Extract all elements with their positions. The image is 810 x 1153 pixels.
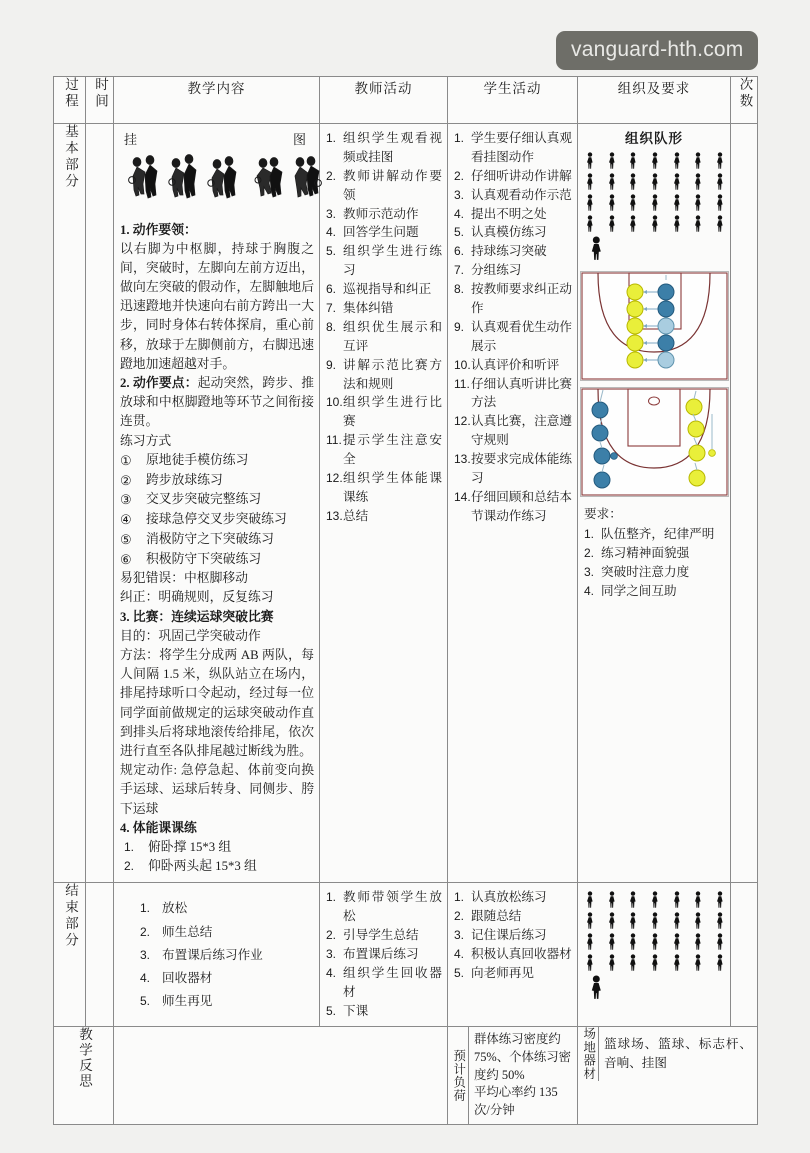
teacher-position-row bbox=[586, 975, 724, 1004]
student-figure-icon bbox=[608, 173, 616, 190]
content-section2 bbox=[120, 374, 314, 432]
list-item: 8. 按教师要求纠正动作 bbox=[454, 282, 572, 316]
student-figure-icon bbox=[651, 152, 659, 169]
load-label: 预计负荷 bbox=[451, 1048, 466, 1103]
basketball-technique-illustration bbox=[126, 152, 331, 218]
end-section-row bbox=[54, 883, 758, 1027]
list-item: 5. 向老师再见 bbox=[454, 965, 534, 980]
student-figure-icon bbox=[673, 173, 681, 190]
formation-row bbox=[586, 912, 724, 929]
student-figure-icon bbox=[651, 891, 659, 908]
fitness-list bbox=[120, 838, 314, 876]
list-item: 3. 教师示范动作 bbox=[326, 206, 419, 221]
list-item: ⑤ 消极防守之下突破练习 bbox=[120, 531, 274, 547]
list-item: 2. 仔细听讲动作讲解 bbox=[454, 168, 572, 183]
list-item: ③ 交叉步突破完整练习 bbox=[120, 492, 262, 508]
student-figure-icon bbox=[586, 933, 594, 950]
section1-title: 1. 动作要领： bbox=[120, 222, 197, 237]
student-figure-icon bbox=[673, 215, 681, 232]
student-figure-icon bbox=[694, 152, 702, 169]
list-item: 1. 放松 bbox=[140, 901, 188, 916]
practice-method-list bbox=[120, 451, 314, 570]
student-figure-icon bbox=[586, 152, 594, 169]
requirements-title: 要求： bbox=[584, 507, 622, 521]
purpose-line: 目的：巩固己学突破动作 bbox=[120, 628, 261, 643]
poster-labels bbox=[120, 129, 314, 150]
list-item: 4. 提出不明之处 bbox=[454, 206, 547, 221]
student-figure-icon bbox=[651, 194, 659, 211]
student-figure-icon bbox=[629, 933, 637, 950]
list-item: 12. 认真比赛，注意遵守规则 bbox=[454, 414, 572, 448]
end-teacher-activity-cell bbox=[320, 883, 448, 1027]
student-figure-icon bbox=[629, 194, 637, 211]
list-item: 1. 教师带领学生放松 bbox=[326, 890, 442, 924]
list-item: 3. 认真观看动作示范 bbox=[454, 187, 572, 202]
formation-row bbox=[586, 194, 724, 211]
student-figure-icon bbox=[716, 194, 724, 211]
student-figure-icon bbox=[694, 173, 702, 190]
list-item: 2. 引导学生总结 bbox=[326, 928, 419, 943]
student-figure-icon bbox=[629, 152, 637, 169]
list-item: 2. 跟随总结 bbox=[454, 909, 522, 924]
end-teacher-activity-list bbox=[326, 888, 442, 1020]
student-figure-icon bbox=[673, 194, 681, 211]
list-item: 3. 突破时注意力度 bbox=[584, 564, 690, 579]
student-figure-icon bbox=[694, 933, 702, 950]
list-item: 4. 回答学生问题 bbox=[326, 225, 419, 240]
end-process-label-cell bbox=[54, 883, 86, 1027]
list-item: 3. 布置课后练习作业 bbox=[140, 947, 263, 962]
reflection-row bbox=[54, 1027, 758, 1124]
section3-title: 3. 比赛：连续运球突破比赛 bbox=[120, 609, 274, 624]
end-count bbox=[731, 883, 757, 894]
student-figure-icon bbox=[608, 194, 616, 211]
list-item: 8. 组织优生展示和互评 bbox=[326, 319, 442, 353]
main-organization-cell bbox=[578, 124, 731, 883]
load-text-1: 群体练习密度约 75%、个体练习密度约 50% bbox=[474, 1032, 572, 1082]
student-figure-icon bbox=[586, 954, 594, 971]
court-diagram-2 bbox=[580, 387, 729, 497]
student-figure-icon bbox=[608, 933, 616, 950]
formation-row bbox=[586, 152, 724, 169]
student-figure-icon bbox=[673, 912, 681, 929]
student-figure-icon bbox=[694, 912, 702, 929]
main-process-label: 基本部分 bbox=[62, 124, 78, 190]
header-organization: 组织及要求 bbox=[578, 77, 731, 124]
poster-label-left: 挂 bbox=[124, 132, 138, 147]
section1-text: 以右脚为中枢脚，持球于胸腹之间，突破时，左脚向左前方迈出，做向左突破的假动作，左脚触地后迅速蹬地并快速向右前方跨出一大步，同时身体右转体探肩，重心前移，放球于左脚侧前方，右脚迅速蹬地加速超越对手。 bbox=[120, 241, 314, 371]
method-line: 方法：将学生分成两 AB 两队，每人间隔 1.5 米，纵队站立在场内，排尾持球听口令起动，经过每一位同学面前做规定的运球突破动作直到排头后将球地滚传给排尾，依次进行直至各队排尾越过断线为胜。 bbox=[120, 648, 314, 758]
list-item: 2. 师生总结 bbox=[140, 924, 213, 939]
common-error-line: 易犯错误：中枢脚移动 bbox=[120, 571, 248, 586]
student-figure-icon bbox=[673, 891, 681, 908]
teacher-position-row bbox=[586, 236, 724, 265]
header-student-activity: 学生活动 bbox=[448, 77, 578, 124]
student-figure-icon bbox=[673, 933, 681, 950]
student-figure-icon bbox=[673, 152, 681, 169]
main-teacher-activity-cell bbox=[320, 124, 448, 883]
student-figure-icon bbox=[586, 194, 594, 211]
main-time-cell bbox=[86, 124, 114, 883]
list-item: 5. 组织学生进行练习 bbox=[326, 244, 442, 278]
student-figure-icon bbox=[608, 891, 616, 908]
student-figure-icon bbox=[651, 173, 659, 190]
student-figure-icon bbox=[651, 215, 659, 232]
list-item: 12. 组织学生体能课课练 bbox=[326, 471, 442, 504]
student-figure-icon bbox=[694, 891, 702, 908]
student-figure-icon bbox=[586, 215, 594, 232]
equipment-label: 场地器材 bbox=[581, 1027, 596, 1082]
list-item: ⑥ 积极防守下突破练习 bbox=[120, 551, 262, 567]
list-item: 13. 总结 bbox=[326, 508, 369, 523]
list-item: 9. 讲解示范比赛方法和规则 bbox=[326, 357, 442, 391]
list-item: 1. 组织学生观看视频或挂图 bbox=[326, 131, 442, 164]
list-item: 10. 认真评价和听评 bbox=[454, 357, 560, 372]
formation-row bbox=[586, 933, 724, 950]
student-figure-icon bbox=[629, 173, 637, 190]
main-section-row bbox=[54, 124, 758, 883]
formation-row bbox=[586, 215, 724, 232]
formation-row bbox=[586, 173, 724, 190]
student-figure-icon bbox=[586, 891, 594, 908]
list-item: ④ 接球急停交叉步突破练习 bbox=[120, 512, 287, 527]
list-item: 5. 下课 bbox=[326, 1003, 369, 1018]
list-item: 6. 持球练习突破 bbox=[454, 244, 547, 259]
end-formation-figures bbox=[578, 883, 730, 1004]
list-item: 13. 按要求完成体能练习 bbox=[454, 452, 572, 486]
student-figure-icon bbox=[694, 215, 702, 232]
list-item: 7. 集体纠错 bbox=[326, 301, 394, 316]
teacher-figure-icon bbox=[590, 975, 603, 999]
student-figure-icon bbox=[608, 152, 616, 169]
list-item: 5. 认真模仿练习 bbox=[454, 225, 547, 240]
header-count: 次数 bbox=[731, 77, 758, 124]
student-figure-icon bbox=[716, 933, 724, 950]
student-figure-icon bbox=[608, 215, 616, 232]
end-organization-cell bbox=[578, 883, 731, 1027]
student-figure-icon bbox=[716, 954, 724, 971]
student-figure-icon bbox=[651, 954, 659, 971]
reflection-label: 教学反思 bbox=[76, 1027, 92, 1090]
end-count-cell bbox=[731, 883, 758, 1027]
list-item: ① 原地徒手模仿练习 bbox=[120, 452, 249, 468]
load-text-2: 平均心率约 135 次/分钟 bbox=[474, 1085, 558, 1117]
list-item: 1. 俯卧撑 15*3 组 bbox=[124, 839, 232, 854]
list-item: 11. 提示学生注意安全 bbox=[326, 433, 442, 467]
student-figure-icon bbox=[716, 891, 724, 908]
reflection-text-cell[interactable] bbox=[114, 1027, 448, 1124]
section2-title: 2. 动作要点： bbox=[120, 376, 198, 390]
list-item: 6. 巡视指导和纠正 bbox=[326, 282, 432, 297]
header-time: 时间 bbox=[86, 77, 114, 124]
section4-title: 4. 体能课课练 bbox=[120, 820, 197, 835]
end-student-activity-list bbox=[454, 888, 572, 982]
list-item: 1. 认真放松练习 bbox=[454, 890, 547, 905]
court-diagram-1 bbox=[580, 271, 729, 381]
correction-line: 纠正：明确规则，反复练习 bbox=[120, 590, 274, 605]
student-figure-icon bbox=[651, 933, 659, 950]
list-item: 11. 仔细认真听讲比赛方法 bbox=[454, 376, 572, 410]
list-item: 2. 练习精神面貌强 bbox=[584, 545, 690, 560]
student-figure-icon bbox=[716, 215, 724, 232]
student-figure-icon bbox=[586, 173, 594, 190]
student-figure-icon bbox=[629, 954, 637, 971]
list-item: 5. 师生再见 bbox=[140, 994, 213, 1009]
main-count bbox=[731, 124, 757, 135]
student-figure-icon bbox=[673, 954, 681, 971]
lesson-plan-table bbox=[53, 76, 758, 1125]
requirements-list bbox=[584, 525, 725, 601]
list-item: 2. 仰卧两头起 15*3 组 bbox=[124, 859, 257, 874]
section2-text: 起动突然，跨步、推放球和中枢脚蹬地等环节之间衔接连贯。 bbox=[120, 376, 315, 429]
list-item: 3. 记住课后练习 bbox=[454, 928, 547, 943]
list-item: ② 跨步放球练习 bbox=[120, 472, 223, 488]
student-figure-icon bbox=[629, 891, 637, 908]
list-item: 3. 布置课后练习 bbox=[326, 946, 419, 961]
main-count-cell bbox=[731, 124, 758, 883]
end-student-activity-cell bbox=[448, 883, 578, 1027]
end-content-list bbox=[140, 897, 314, 1013]
table-header-row bbox=[54, 77, 758, 124]
student-activity-list bbox=[454, 129, 572, 526]
list-item: 7. 分组练习 bbox=[454, 263, 522, 278]
main-time bbox=[86, 124, 113, 135]
list-item: 9. 认真观看优生动作展示 bbox=[454, 319, 572, 353]
end-time-cell bbox=[86, 883, 114, 1027]
header-teacher-activity: 教师活动 bbox=[320, 77, 448, 124]
practice-title: 练习方式 bbox=[120, 433, 172, 448]
list-item: 4. 组织学生回收器材 bbox=[326, 965, 442, 999]
main-content-cell bbox=[114, 124, 320, 883]
poster-label-right: 图 bbox=[292, 132, 306, 147]
formation-row bbox=[586, 891, 724, 908]
list-item: 10. 组织学生进行比赛 bbox=[326, 395, 442, 429]
student-figure-icon bbox=[716, 152, 724, 169]
end-time bbox=[86, 883, 113, 894]
student-figure-icon bbox=[651, 912, 659, 929]
student-figure-icon bbox=[629, 912, 637, 929]
teacher-figure-icon bbox=[590, 236, 603, 260]
formation-row bbox=[586, 954, 724, 971]
watermark: vanguard-hth.com bbox=[556, 31, 758, 70]
list-item: 1. 学生要仔细认真观看挂图动作 bbox=[454, 131, 572, 164]
formation-title: 组织队形 bbox=[625, 131, 683, 146]
student-figure-icon bbox=[608, 912, 616, 929]
content-section1 bbox=[120, 221, 314, 240]
rule-line: 规定动作: 急停急起、体前变向换手运球、运球后转身、同侧步、胯下运球 bbox=[120, 763, 314, 816]
equipment-text: 篮球场、篮球、标志杆、音响、挂图 bbox=[604, 1037, 752, 1071]
list-item: 4. 积极认真回收器材 bbox=[454, 946, 572, 961]
reflection-text bbox=[114, 1027, 447, 1038]
student-figure-icon bbox=[694, 194, 702, 211]
header-process: 过程 bbox=[54, 77, 86, 124]
list-item: 1. 队伍整齐，纪律严明 bbox=[584, 526, 715, 541]
reflection-label-cell bbox=[54, 1027, 114, 1124]
list-item: 4. 同学之间互助 bbox=[584, 583, 677, 598]
end-process-label: 结束部分 bbox=[62, 883, 78, 950]
list-item: 2. 教师讲解动作要领 bbox=[326, 168, 442, 202]
main-student-activity-cell bbox=[448, 124, 578, 883]
list-item: 4. 回收器材 bbox=[140, 971, 213, 986]
teacher-activity-list bbox=[326, 129, 442, 526]
end-content-cell bbox=[114, 883, 320, 1027]
student-figure-icon bbox=[694, 954, 702, 971]
student-figure-icon bbox=[716, 912, 724, 929]
formation-figures bbox=[578, 152, 730, 265]
equipment-cell bbox=[578, 1027, 758, 1124]
student-figure-icon bbox=[716, 173, 724, 190]
main-process-label-cell bbox=[54, 124, 86, 883]
student-figure-icon bbox=[586, 912, 594, 929]
requirements-block bbox=[578, 501, 730, 605]
header-content: 教学内容 bbox=[114, 77, 320, 124]
student-figure-icon bbox=[608, 954, 616, 971]
student-figure-icon bbox=[629, 215, 637, 232]
load-cell bbox=[448, 1027, 578, 1124]
list-item: 14. 仔细回顾和总结本节课动作练习 bbox=[454, 489, 572, 523]
